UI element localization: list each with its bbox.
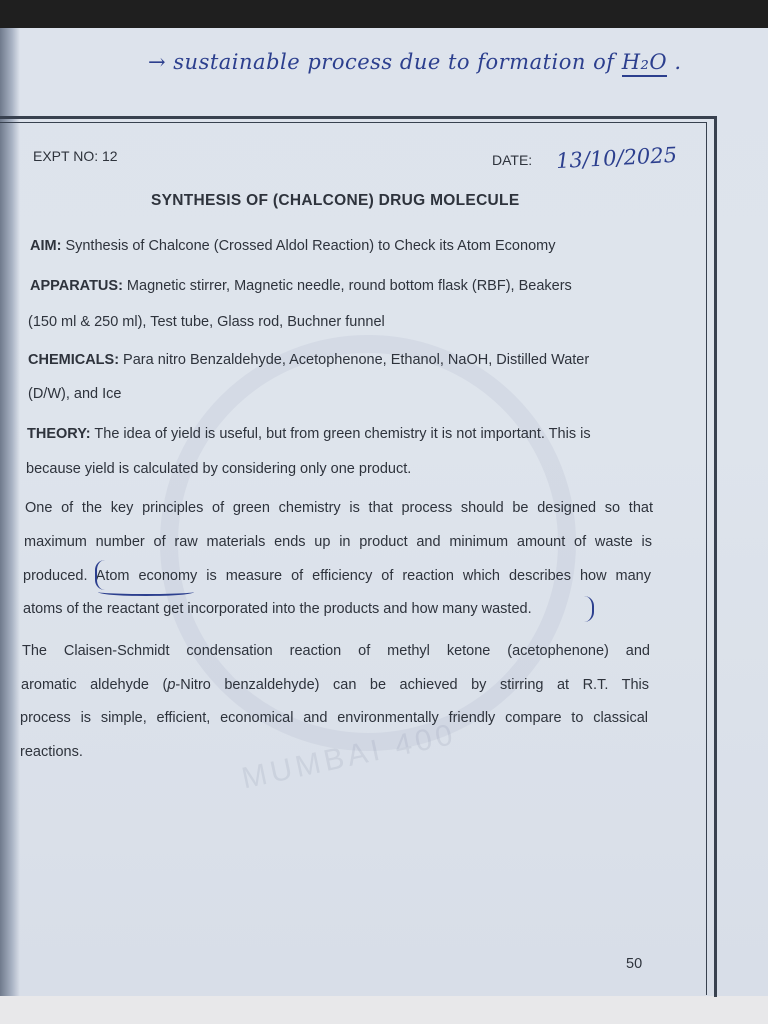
- photo-background-top: [0, 0, 768, 28]
- principles-line-2: maximum number of raw materials ends up in product and minimum amount of waste is: [24, 534, 652, 550]
- claisen-line-2: [21, 677, 649, 693]
- handwritten-note-formula: H₂O: [622, 50, 667, 77]
- claisen-line-2-italic: p: [167, 677, 176, 693]
- principles-line-3: produced. Atom economy is measure of efficiency of reaction which describes how many: [23, 568, 651, 584]
- chemicals-line-2: (D/W), and Ice: [28, 386, 122, 402]
- apparatus-text-1: Magnetic stirrer, Magnetic needle, round bottom flask (RBF), Beakers: [122, 278, 572, 294]
- experiment-number: EXPT NO: 12: [33, 148, 118, 164]
- chemicals-text-1: Para nitro Benzaldehyde, Acetophenone, Ethanol, NaOH, Distilled Water: [119, 352, 590, 368]
- date-label: DATE:: [492, 152, 533, 168]
- watermark-text: MUMBAI 400: [238, 717, 460, 796]
- chemicals-label: CHEMICALS:: [28, 352, 120, 368]
- photo-background-bottom: [0, 996, 768, 1024]
- theory-text-1: The idea of yield is useful, but from green chemistry it is not important. This is: [90, 426, 591, 442]
- handwritten-note-prefix: → sustainable process due to formation of: [148, 50, 615, 74]
- apparatus-label: APPARATUS:: [30, 278, 123, 294]
- claisen-line-2-end: -Nitro benzaldehyde) can be achieved by stirring at R.T. This: [175, 677, 650, 693]
- handwritten-open-bracket: [95, 560, 109, 590]
- handwritten-underline: [98, 588, 194, 596]
- claisen-line-1: The Claisen-Schmidt condensation reaction of methyl ketone (acetophenone) and: [22, 643, 650, 659]
- page-number: 50: [626, 956, 643, 972]
- theory-label: THEORY:: [27, 426, 91, 442]
- claisen-line-4: reactions.: [20, 744, 83, 760]
- aim-line: [30, 238, 555, 254]
- theory-line-1: [27, 426, 591, 442]
- page-title: SYNTHESIS OF (CHALCONE) DRUG MOLECULE: [151, 192, 520, 209]
- chemicals-line-1: [28, 352, 589, 368]
- theory-line-2: because yield is calculated by considering only one product.: [26, 461, 412, 477]
- principles-line-4: atoms of the reactant get incorporated into the products and how many wasted.: [23, 601, 532, 617]
- claisen-line-3: process is simple, efficient, economical and environmentally friendly compare to classical: [20, 710, 648, 726]
- aim-text: Synthesis of Chalcone (Crossed Aldol Reaction) to Check its Atom Economy: [61, 238, 556, 254]
- apparatus-line-2: (150 ml & 250 ml), Test tube, Glass rod, Buchner funnel: [28, 314, 385, 330]
- handwritten-note-suffix: .: [674, 50, 682, 74]
- date-value-handwritten: 13/10/2025: [555, 142, 678, 174]
- aim-label: AIM:: [30, 238, 62, 254]
- claisen-line-2-start: aromatic aldehyde (: [21, 677, 168, 693]
- handwritten-note: [148, 50, 728, 94]
- apparatus-line-1: [30, 278, 572, 294]
- principles-line-1: One of the key principles of green chemistry is that process should be designed so that: [25, 500, 653, 516]
